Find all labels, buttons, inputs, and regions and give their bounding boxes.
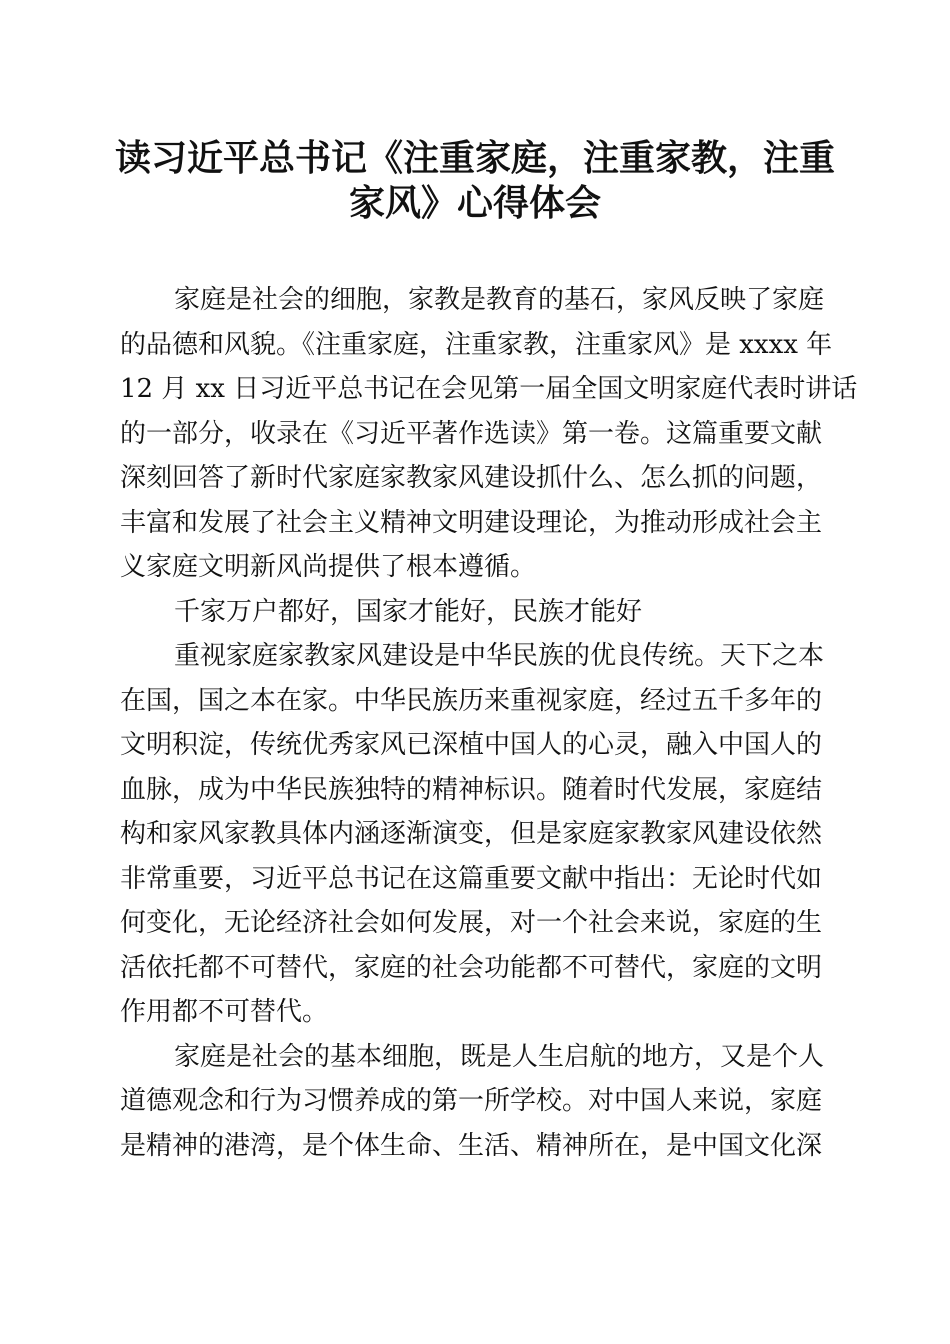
text-line: 的品德和风貌。《注重家庭，注重家教，注重家风》是 xxxx 年 [120, 329, 833, 360]
text-line: 血脉，成为中华民族独特的精神标识。随着时代发展，家庭结 [120, 774, 823, 805]
text-line: 12 月 xx 日习近平总书记在会见第一届全国文明家庭代表时讲话 [120, 374, 858, 404]
text-line: 家庭是社会的基本细胞，既是人生启航的地方，又是个人 [174, 1041, 825, 1072]
section-heading [120, 590, 822, 635]
title-line: 家风》心得体会 [348, 182, 601, 224]
text-line: 非常重要，习近平总书记在这篇重要文献中指出：无论时代如 [120, 863, 823, 894]
text-line: 何变化，无论经济社会如何发展，对一个社会来说，家庭的生 [120, 908, 823, 938]
text-line: 深刻回答了新时代家庭家教家风建设抓什么、怎么抓的问题， [120, 463, 823, 493]
title-line: 读习近平总书记《注重家庭，注重家教，注重 [114, 137, 835, 179]
text-line: 活依托都不可替代，家庭的社会功能都不可替代，家庭的文明 [120, 952, 823, 983]
paragraph [120, 634, 825, 1035]
text-line: 在国，国之本在家。中华民族历来重视家庭，经过五千多年的 [120, 685, 823, 716]
text-line: 作用都不可替代。 [120, 997, 329, 1027]
text-line: 重视家庭家教家风建设是中华民族的优良传统。天下之本 [174, 641, 825, 671]
text-line: 文明积淀，传统优秀家风已深植中国人的心灵，融入中国人的 [120, 730, 823, 760]
text-line: 千家万户都好，国家才能好，民族才能好 [174, 596, 643, 627]
paragraph [120, 278, 858, 590]
text-line: 家庭是社会的细胞，家教是教育的基石，家风反映了家庭 [174, 285, 825, 315]
document-body [120, 278, 858, 1168]
text-line: 是精神的港湾，是个体生命、生活、精神所在，是中国文化深 [120, 1130, 823, 1161]
text-line: 的一部分，收录在《习近平著作选读》第一卷。这篇重要文献 [120, 418, 823, 449]
text-line: 丰富和发展了社会主义精神文明建设理论，为推动形成社会主 [120, 507, 823, 538]
paragraph [120, 1035, 825, 1169]
text-line: 道德观念和行为习惯养成的第一所学校。对中国人来说，家庭 [120, 1086, 823, 1116]
document-title [110, 136, 840, 226]
text-line: 构和家风家教具体内涵逐渐演变，但是家庭家教家风建设依然 [120, 819, 823, 849]
text-line: 义家庭文明新风尚提供了根本遵循。 [120, 552, 537, 582]
